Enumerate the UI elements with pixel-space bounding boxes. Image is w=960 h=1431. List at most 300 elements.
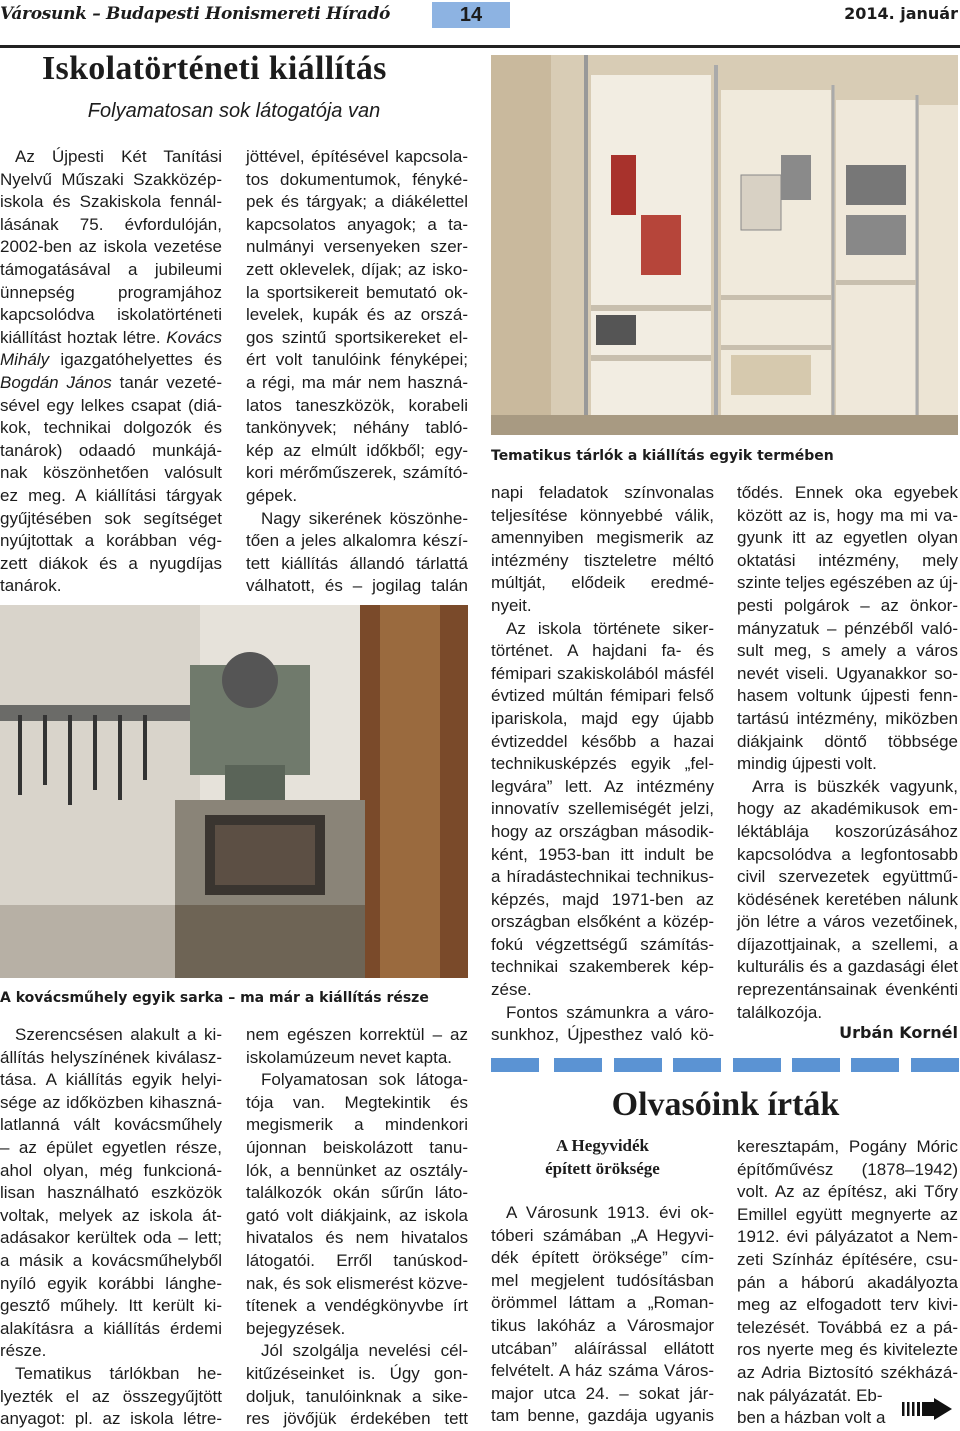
text-line xyxy=(737,663,958,686)
text-line xyxy=(491,1202,714,1225)
text-line-content: títenek a vendégkönyvbe írt xyxy=(246,1296,468,1316)
display-cases-illustration xyxy=(491,55,958,435)
exhibition-display-cases-photo xyxy=(491,55,958,435)
text-line xyxy=(246,1182,468,1205)
text-line-content: ünnepség programjához xyxy=(0,282,222,302)
text-line xyxy=(491,1360,714,1383)
text-line xyxy=(491,595,714,618)
text-line-content: kori mérőműszerek, számító- xyxy=(246,463,468,483)
text-line-content: nak pályázatát. Eb- xyxy=(737,1385,883,1405)
text-line xyxy=(246,1273,468,1296)
letter-subhead-line2: épített öröksége xyxy=(545,1159,660,1178)
text-line xyxy=(491,618,714,641)
text-line-content: tója van. Megtekintik és xyxy=(246,1092,468,1112)
text-line xyxy=(737,527,958,550)
text-line xyxy=(491,663,714,686)
text-line xyxy=(0,282,222,305)
arrow-right-icon[interactable] xyxy=(902,1398,956,1425)
text-line-content: kapcsolatos anyagok; a ta- xyxy=(246,214,469,234)
text-line xyxy=(0,575,222,598)
text-line xyxy=(0,1386,222,1409)
photo2-caption: A kovácsműhely egyik sarka – ma már a kiállítás része xyxy=(0,990,429,1006)
text-line-content: Folyamatosan sok látoga- xyxy=(261,1070,468,1090)
text-segment: kiállítást hoztak létre. xyxy=(0,327,167,347)
letter-column-2 xyxy=(737,1136,958,1430)
text-line xyxy=(737,1204,958,1227)
text-line xyxy=(491,776,714,799)
text-line xyxy=(737,844,958,867)
text-line-content: nem egészen korrektül – az xyxy=(246,1025,468,1044)
text-line xyxy=(491,866,714,889)
text-line-content: ros nyerte meg és kivitelezte xyxy=(737,1340,958,1360)
text-line-content: kapcsolódva iskolatörténeti xyxy=(0,305,222,325)
text-line-content: legvára” lett. Az intézmény xyxy=(491,776,715,796)
text-line xyxy=(0,485,222,508)
text-line-content: tóberi számában „A Hegyvi- xyxy=(491,1225,714,1245)
text-line-content: sével egy lelkes csapat (diá- xyxy=(0,395,222,415)
text-line xyxy=(491,550,714,573)
text-line-content: alakításra a kiállítás érdemi xyxy=(0,1318,222,1338)
forge-workshop-photo xyxy=(0,605,468,978)
text-line-content: felvételt. A ház száma Város- xyxy=(491,1361,715,1381)
text-line-content: része. xyxy=(0,1341,47,1361)
text-line-content: látogatói. Erről tanúskod- xyxy=(246,1250,468,1270)
issue-date: 2014. január xyxy=(844,4,958,23)
text-line-content: zeti Színház építésére, csu- xyxy=(737,1249,958,1269)
header-rule xyxy=(0,45,960,48)
text-line xyxy=(491,1225,714,1248)
text-line-content: ködésének keretében nálunk xyxy=(737,889,958,909)
text-line xyxy=(0,236,222,259)
text-line xyxy=(737,979,958,1002)
article-column-3 xyxy=(491,482,714,1047)
text-line xyxy=(737,1317,958,1340)
text-line-content: mel megjelent tudósításban xyxy=(491,1270,715,1290)
text-line xyxy=(737,934,958,957)
text-line-content: Jól szolgálja nevelési cél- xyxy=(261,1341,468,1361)
page-number: 14 xyxy=(432,2,510,28)
divider-dash xyxy=(673,1058,721,1072)
text-line-content: Nyelvű Műszaki Szakközép- xyxy=(0,169,222,189)
text-line-content: között az is, hogy ma mi va- xyxy=(737,505,959,525)
text-line xyxy=(0,1024,222,1047)
text-line xyxy=(491,1024,714,1047)
text-line xyxy=(246,485,468,508)
text-line-content: tikus lakóház a Városmajor xyxy=(491,1315,714,1335)
divider-dash xyxy=(491,1058,539,1072)
text-line xyxy=(0,440,222,463)
text-line xyxy=(0,259,222,282)
text-line xyxy=(491,1383,714,1406)
text-line xyxy=(246,1024,468,1047)
letter-subhead-line1: A Hegyvidék xyxy=(555,1136,650,1155)
text-line-content: gató volt diákjaink, az iskola xyxy=(246,1205,469,1225)
text-line xyxy=(491,889,714,912)
text-line-content: kitűzéseinket is. Úgy gon- xyxy=(246,1363,468,1383)
text-line-content: tanárok. xyxy=(0,576,62,596)
text-line xyxy=(246,1069,468,1092)
text-line-content: Az iskola története siker- xyxy=(506,618,714,638)
text-line xyxy=(0,462,222,485)
text-line-content: gesztő műhely. Itt került ki- xyxy=(0,1296,223,1316)
text-line-content: latos taneszközök, korabeli xyxy=(246,395,469,415)
text-line-content: kapcsolódva a legfontosabb xyxy=(737,844,959,864)
text-line-content: Fontos számunkra a váro- xyxy=(506,1002,714,1022)
text-line xyxy=(737,1249,958,1272)
text-line xyxy=(737,572,958,595)
text-line xyxy=(737,866,958,889)
text-line-content: a régi, ma már nem haszná- xyxy=(246,372,468,392)
text-line-content: ként, 1953-ban itt indult be xyxy=(491,844,715,864)
text-line xyxy=(246,372,468,395)
text-line-content: sunkhoz, Újpesthez való kö- xyxy=(491,1025,714,1045)
text-line-content: történet. A hajdani fa- és xyxy=(491,641,714,661)
text-line-content: kép az elmúlt időkből; egy- xyxy=(246,440,468,460)
text-line-content: res jövőjük érdekében tett xyxy=(246,1409,468,1429)
text-line-content: utcában” aláírással ellátott xyxy=(491,1338,714,1358)
text-line xyxy=(0,1137,222,1160)
article-column-4 xyxy=(737,482,958,1024)
masthead-title: Városunk – Budapesti Honismereti Híradó xyxy=(0,4,391,24)
text-line-content: 2002-ben az iskola vezetése xyxy=(0,237,222,257)
text-line xyxy=(491,821,714,844)
text-line-content: zett diákok és a nyugdíjas xyxy=(0,553,222,573)
text-line xyxy=(0,395,222,418)
text-line xyxy=(491,956,714,979)
text-line-content: építőművész (1878–1942) xyxy=(737,1159,958,1179)
text-line xyxy=(737,1159,958,1182)
text-line-content: volt. Az az építész, aki Tőry xyxy=(737,1182,959,1202)
text-line xyxy=(0,530,222,553)
text-line-content: nyeit. xyxy=(491,595,532,615)
text-line-content: meg az elfogadott terv kivi- xyxy=(737,1295,958,1315)
text-line xyxy=(0,553,222,576)
text-line xyxy=(246,1047,468,1070)
text-line xyxy=(737,956,958,979)
text-line-content: keresztapám, Pogány Móric xyxy=(737,1137,958,1156)
divider-dash xyxy=(554,1058,602,1072)
text-line xyxy=(737,889,958,912)
text-line xyxy=(737,1362,958,1385)
text-line-content: ért volt tanulóink fényképei; xyxy=(246,350,468,370)
text-line-content: sége az időközben kihaszná- xyxy=(0,1092,223,1112)
article-author: Urbán Kornél xyxy=(839,1023,958,1042)
text-line-content: lisan használható eszközök xyxy=(0,1183,222,1203)
text-line xyxy=(246,1408,468,1431)
text-line-content: reprezentánsainak évenkénti xyxy=(737,980,958,1000)
text-line-content: állítás helyszínének kiválasz- xyxy=(0,1047,222,1067)
text-line xyxy=(491,911,714,934)
article-column-1-bottom xyxy=(0,1024,222,1431)
divider-dash xyxy=(733,1058,781,1072)
text-line-content: képzés, majd 1971-ben az xyxy=(491,889,714,909)
forge-illustration xyxy=(0,605,468,978)
text-line xyxy=(0,1160,222,1183)
text-line xyxy=(737,1226,958,1249)
text-line xyxy=(0,191,222,214)
text-line xyxy=(246,236,468,259)
text-line xyxy=(491,731,714,754)
text-segment: tanár vezeté- xyxy=(111,372,222,392)
divider-dash xyxy=(614,1058,662,1072)
text-line xyxy=(491,844,714,867)
text-line xyxy=(0,1363,222,1386)
text-line-content: iskolamúzeum nevet kapta. xyxy=(246,1047,452,1067)
text-line-content: la sportsikereit bemutató ok- xyxy=(246,282,468,302)
text-line-content: díjazottjainak, a szellemi, a xyxy=(737,934,959,954)
text-line-content: nyújtottak a korábban vég- xyxy=(0,531,222,551)
text-line xyxy=(737,595,958,618)
text-line-content: technikai szakemberek kép- xyxy=(491,957,714,977)
text-line-content: civil szervezetek együttmű- xyxy=(737,867,958,887)
text-line xyxy=(0,1318,222,1341)
text-line xyxy=(246,1295,468,1318)
text-line-content: múltját, elődeik eredmé- xyxy=(491,573,714,593)
text-line-content: lók, a bennünket az osztály- xyxy=(246,1160,469,1180)
text-line xyxy=(0,304,222,327)
text-line xyxy=(0,327,222,350)
text-line xyxy=(246,169,468,192)
text-line xyxy=(246,304,468,327)
text-line xyxy=(0,1047,222,1070)
text-line-content: lásának 75. évfordulóján, xyxy=(0,214,222,234)
text-line-content: nevét viseli. Ugyanakkor so- xyxy=(737,663,958,683)
text-line xyxy=(737,505,958,528)
text-line-content: A Városunk 1913. évi ok- xyxy=(506,1203,715,1222)
text-line xyxy=(246,146,468,169)
text-line-content: tankönyvek; néhány tabló- xyxy=(246,418,469,438)
text-line-content: léktáblája koszorúzásához xyxy=(737,821,958,841)
text-line-content: tődés. Ennek oka egyebek xyxy=(737,483,959,502)
text-line xyxy=(737,821,958,844)
text-line xyxy=(246,282,468,305)
text-line xyxy=(491,934,714,957)
text-line xyxy=(246,417,468,440)
text-line-content xyxy=(0,372,222,395)
text-line xyxy=(246,214,468,237)
text-line-content: – az épület egyetlen része, xyxy=(0,1137,222,1157)
text-line-content: évtizeddel később a hazai xyxy=(491,731,714,751)
text-line-content: tően a jeles alkalomra készí- xyxy=(246,531,468,551)
text-line xyxy=(737,911,958,934)
text-line xyxy=(0,214,222,237)
text-line xyxy=(737,1136,958,1159)
text-line xyxy=(491,798,714,821)
article-column-2-bottom xyxy=(246,1024,468,1431)
article-headline: Iskolatörténeti kiállítás xyxy=(42,50,387,87)
text-line-content: tartású intézmény, miközben xyxy=(737,708,958,728)
text-line xyxy=(246,575,468,598)
text-line-content: tett kiállítás állandó tárlattá xyxy=(246,553,469,573)
text-line xyxy=(737,753,958,776)
text-line xyxy=(491,640,714,663)
text-line xyxy=(246,327,468,350)
text-line xyxy=(491,527,714,550)
text-line xyxy=(246,1363,468,1386)
text-line-content: sult meg, s amely a város xyxy=(737,641,958,661)
text-line-content: jöttével, építésével kapcsola- xyxy=(246,147,468,166)
text-line-content: a másik a kovácsműhelyből xyxy=(0,1250,222,1270)
text-line xyxy=(246,1227,468,1250)
text-line-content: országban elsőként a közép- xyxy=(491,912,714,932)
text-line xyxy=(246,1250,468,1273)
text-line-content xyxy=(0,349,222,372)
text-line xyxy=(491,572,714,595)
text-line xyxy=(246,1205,468,1228)
text-line xyxy=(246,191,468,214)
text-line xyxy=(246,440,468,463)
text-line xyxy=(246,349,468,372)
text-line xyxy=(737,731,958,754)
text-line-content: adásakor kerültek oda – lett; xyxy=(0,1228,223,1248)
text-line-content: fokú végzettségű számítás- xyxy=(491,934,714,954)
text-line-content: doljuk, tanulóinknak a sike- xyxy=(246,1386,468,1406)
text-line xyxy=(737,798,958,821)
text-line-content: telezését. Továbbá ez a pá- xyxy=(737,1317,959,1337)
text-line-content: pek és tárgyak; a diákélettel xyxy=(246,192,469,212)
text-line xyxy=(246,1386,468,1409)
text-line xyxy=(0,1069,222,1092)
text-line xyxy=(491,1247,714,1270)
text-line xyxy=(0,1182,222,1205)
letter-column-1 xyxy=(491,1202,714,1428)
text-line-content: megismerik a mindenkori xyxy=(246,1115,468,1135)
text-line xyxy=(737,1294,958,1317)
text-line xyxy=(737,1002,958,1025)
text-line-content: tos dokumentumok, fényké- xyxy=(246,169,469,189)
text-line xyxy=(246,553,468,576)
text-line xyxy=(491,1315,714,1338)
text-line-content: újonnan beiskolázott tanu- xyxy=(246,1137,468,1157)
text-line-content: nak köszönhetően valósult xyxy=(0,463,222,483)
text-line xyxy=(0,1250,222,1273)
divider-dash xyxy=(792,1058,840,1072)
text-line-content xyxy=(0,327,222,350)
text-line-content: Arra is büszkék vagyunk, xyxy=(752,776,959,796)
text-line-content: pesti polgárok – az önkor- xyxy=(737,595,959,615)
text-line-content: nyíló egyik korábbi lánghe- xyxy=(0,1273,223,1293)
text-line xyxy=(0,169,222,192)
text-line xyxy=(0,1273,222,1296)
text-line xyxy=(737,776,958,799)
text-line-content: hivatalos és nem hivatalos xyxy=(246,1228,469,1248)
text-line xyxy=(737,618,958,641)
text-line xyxy=(737,550,958,573)
text-line-content: tanárok) odaadó munkájá- xyxy=(0,440,222,460)
text-line-content: fémipari szakiskolából másfél xyxy=(491,663,714,683)
article-subtitle: Folyamatosan sok látogatója van xyxy=(87,100,381,122)
text-line xyxy=(491,685,714,708)
text-line-content: innovatív szellemiségét jelzi, xyxy=(491,799,715,819)
text-line-content: gos szintű sportsikereket el- xyxy=(246,327,469,347)
text-line-content: zett oklevelek, díjak; az isko- xyxy=(246,259,469,279)
text-line-content: jön létre a város vezetőinek, xyxy=(737,912,958,932)
text-line-content: támogatásával a jubileumi xyxy=(0,259,222,279)
text-line-content: találkozója. xyxy=(737,1002,823,1022)
divider-dash xyxy=(911,1058,959,1072)
text-line xyxy=(0,1205,222,1228)
text-line-content: gyűjtésében sok segítséget xyxy=(0,508,222,528)
text-line xyxy=(0,1114,222,1137)
text-line xyxy=(737,640,958,663)
text-line-content: diákjaink döntő többsége xyxy=(737,731,958,751)
text-line xyxy=(491,708,714,731)
article-column-2-top xyxy=(246,146,468,598)
text-line-content: hogy az országban második- xyxy=(491,821,715,841)
text-line-content: örömmel láttam a „Roman- xyxy=(491,1293,714,1313)
text-line-content: napi feladatok színvonalas xyxy=(491,483,714,502)
text-line xyxy=(0,1408,222,1431)
article-column-1-top xyxy=(0,146,222,598)
text-line xyxy=(246,395,468,418)
text-line xyxy=(491,1292,714,1315)
text-line xyxy=(491,1405,714,1428)
text-line-content: tása. A kiállítás egyik helyi- xyxy=(0,1070,223,1090)
text-line xyxy=(737,482,958,505)
photo1-caption: Tematikus tárlók a kiállítás egyik termében xyxy=(491,448,834,464)
text-line xyxy=(246,462,468,485)
text-line-content: major utca 24. – sokat jár- xyxy=(491,1383,714,1403)
text-line xyxy=(737,1272,958,1295)
text-line xyxy=(737,685,958,708)
text-line xyxy=(246,259,468,282)
text-line xyxy=(737,708,958,731)
text-line-content: lyezték el az összegyűjtött xyxy=(0,1386,222,1406)
text-line xyxy=(0,1340,222,1363)
text-line xyxy=(246,1137,468,1160)
text-line-content: voltak, melyek az iskola át- xyxy=(0,1205,222,1225)
section-title: Olvasóink írták xyxy=(611,1086,840,1123)
text-line-content: Nagy sikerének köszönhe- xyxy=(261,508,469,528)
text-line xyxy=(491,482,714,505)
text-line xyxy=(0,372,222,395)
divider-dash xyxy=(851,1058,899,1072)
text-line xyxy=(0,1227,222,1250)
text-line-content: ben a házban volt a xyxy=(737,1408,886,1428)
text-line-content: latlanná vált kovácsműhely xyxy=(0,1115,222,1135)
text-line-content: anyagot: pl. az iskola létre- xyxy=(0,1409,223,1429)
text-line-content: levelek, kupák és az orszá- xyxy=(246,305,468,325)
text-line-content: pán a háború akadályozta xyxy=(737,1272,958,1292)
text-line-content: zése. xyxy=(491,980,532,1000)
text-line xyxy=(246,530,468,553)
italic-name: Bogdán János xyxy=(0,372,112,392)
text-line xyxy=(0,508,222,531)
text-line-content: Emillel együtt megnyerte az xyxy=(737,1204,958,1224)
text-line-content: ez meg. A kiállítási tárgyak xyxy=(0,485,222,505)
text-line-content: hasem voltunk újpesti fenn- xyxy=(737,686,958,706)
text-line xyxy=(491,1338,714,1361)
text-line-content: 1912. évi pályázatot a Nem- xyxy=(737,1227,958,1247)
text-line-content: kulturális és a gazdasági élet xyxy=(737,957,959,977)
text-line xyxy=(0,1092,222,1115)
text-line-content: gyunk itt az egyetlen olyan xyxy=(737,528,958,548)
text-line xyxy=(491,753,714,776)
text-line-content: technikusképzés egyik „fel- xyxy=(491,754,714,774)
text-line-content: iskola és Szakiskola fennál- xyxy=(0,192,222,212)
italic-name: Mihály xyxy=(0,350,50,370)
text-line-content: kok, technikai dolgozók és xyxy=(0,418,222,438)
text-line-content: Tematikus tárlókban he- xyxy=(15,1363,222,1383)
text-line-content: válhatott, és – jogilag talán xyxy=(246,576,468,596)
text-line-content: gépek. xyxy=(246,485,298,505)
text-segment: igazgatóhelyettes és xyxy=(49,350,223,370)
text-line xyxy=(246,1092,468,1115)
text-line-content: amennyiben megismerik az xyxy=(491,528,715,548)
text-line xyxy=(246,1318,468,1341)
text-line-content: intézmény tiszteletre méltó xyxy=(491,550,715,570)
text-line xyxy=(491,505,714,528)
